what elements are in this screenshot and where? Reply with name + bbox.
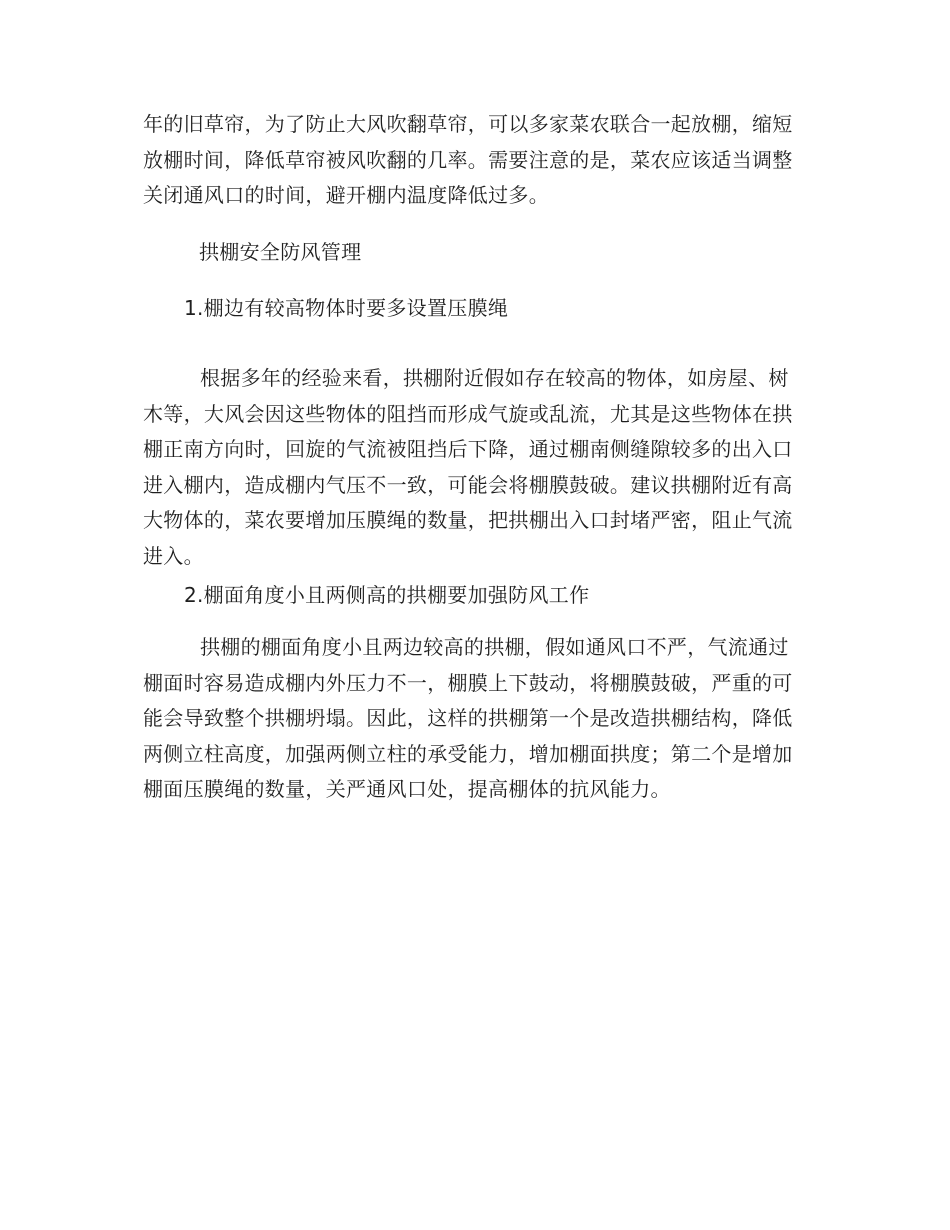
continued-paragraph: 年的旧草帘，为了防止大风吹翻草帘，可以多家菜农联合一起放棚，缩短放棚时间，降低草帘被风吹翻的几率。需要注意的是，菜农应该适当调整关闭通风口的时间，避开棚内温度降低过多。 [143, 112, 793, 207]
item2-heading: 2.棚面角度小且两侧高的拱棚要加强防风工作 [184, 583, 590, 607]
item2-body: 拱棚的棚面角度小且两边较高的拱棚，假如通风口不严，气流通过棚面时容易造成棚内外压力不一，棚膜上下鼓动，将棚膜鼓破，严重的可能会导致整个拱棚坍塌。因此，这样的拱棚第一个是改造拱棚结构，降低两侧立柱高度，加强两侧立柱的承受能力，增加棚面拱度；第二个是增加棚面压膜绳的数量，关严通风口处，提高棚体的抗风能力。 [143, 635, 793, 801]
item1-heading: 1.棚边有较高物体时要多设置压膜绳 [184, 296, 509, 320]
section-title: 拱棚安全防风管理 [199, 240, 362, 264]
item1-body: 根据多年的经验来看，拱棚附近假如存在较高的物体，如房屋、树木等，大风会因这些物体的阻挡而形成气旋或乱流，尤其是这些物体在拱棚正南方向时，回旋的气流被阻挡后下降，通过棚南侧缝隙较多的出入口进入棚内，造成棚内气压不一致，可能会将棚膜鼓破。建议拱棚附近有高大物体的，菜农要增加压膜绳的数量，把拱棚出入口封堵严密，阻止气流进入。 [143, 366, 793, 568]
